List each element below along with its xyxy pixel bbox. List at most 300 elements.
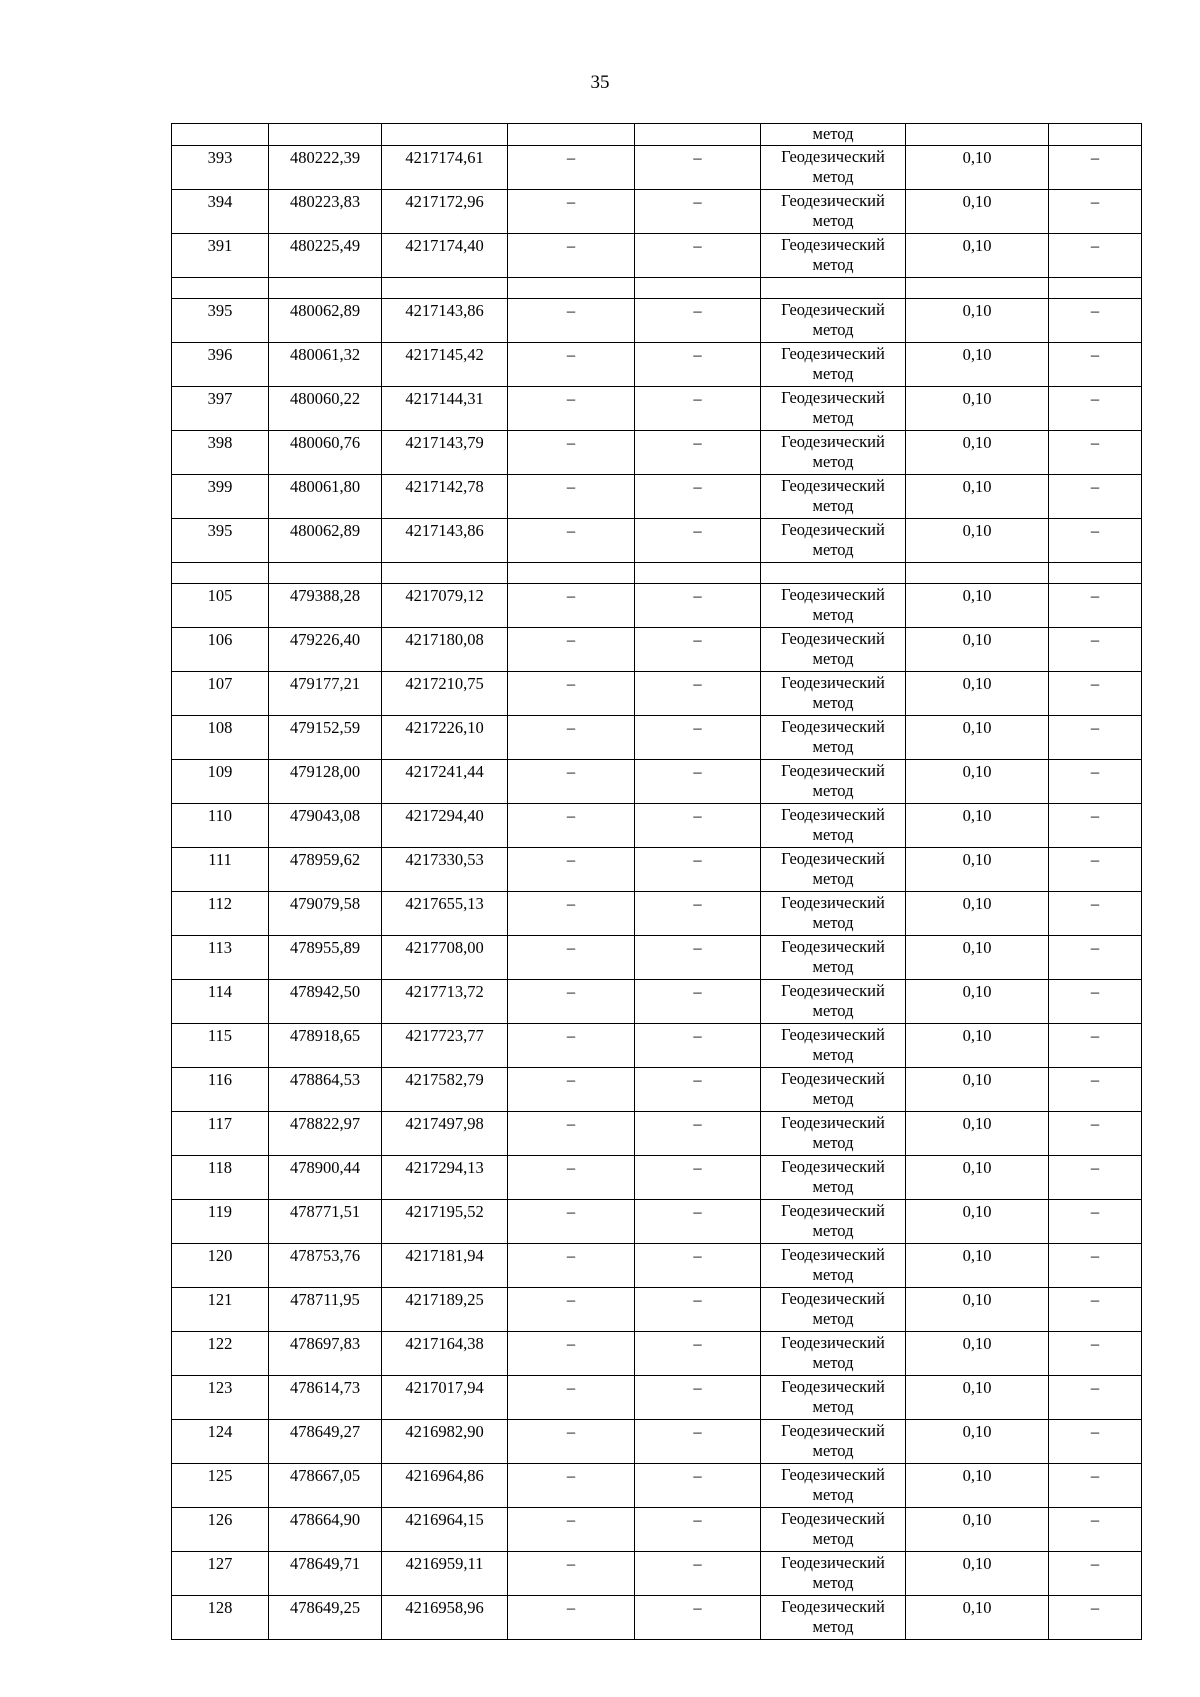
- method-cell: [761, 848, 906, 892]
- dash-cell: –: [508, 475, 635, 519]
- point-number-cell: 124: [172, 1420, 269, 1464]
- x-coordinate-cell: 478955,89: [269, 936, 382, 980]
- method-cell: [761, 1288, 906, 1332]
- dash-cell: –: [1049, 431, 1142, 475]
- point-number-cell: 112: [172, 892, 269, 936]
- dash-cell: –: [635, 1596, 761, 1640]
- empty-cell: [761, 278, 906, 299]
- method-cell: [761, 628, 906, 672]
- method-line-2: метод: [812, 649, 854, 668]
- point-number-cell: 398: [172, 431, 269, 475]
- accuracy-cell: 0,10: [906, 1332, 1049, 1376]
- method-cell: [761, 1024, 906, 1068]
- dash-cell: –: [635, 234, 761, 278]
- x-coordinate-cell: 478864,53: [269, 1068, 382, 1112]
- accuracy-cell: 0,10: [906, 1200, 1049, 1244]
- dash-cell: –: [508, 760, 635, 804]
- dash-cell: –: [1049, 1464, 1142, 1508]
- x-coordinate-cell: 480061,32: [269, 343, 382, 387]
- method-line-2: метод: [812, 364, 854, 383]
- point-number-cell: 118: [172, 1156, 269, 1200]
- method-cell: [761, 760, 906, 804]
- accuracy-cell: 0,10: [906, 190, 1049, 234]
- coordinates-table: [171, 123, 1142, 1640]
- dash-cell: –: [508, 1288, 635, 1332]
- y-coordinate-cell: 4217017,94: [382, 1376, 508, 1420]
- empty-cell: [1049, 563, 1142, 584]
- method-line-2: метод: [812, 1617, 854, 1636]
- dash-cell: –: [1049, 1376, 1142, 1420]
- table-row: [172, 1332, 1142, 1376]
- x-coordinate-cell: 479152,59: [269, 716, 382, 760]
- dash-cell: –: [635, 980, 761, 1024]
- dash-cell: –: [508, 1024, 635, 1068]
- dash-cell: –: [508, 1244, 635, 1288]
- dash-cell: –: [1049, 1552, 1142, 1596]
- method-cell: [761, 1332, 906, 1376]
- table-row: [172, 628, 1142, 672]
- method-line-1: Геодезический: [781, 191, 885, 210]
- x-coordinate-cell: 478822,97: [269, 1112, 382, 1156]
- y-coordinate-cell: 4217713,72: [382, 980, 508, 1024]
- dash-cell: –: [508, 936, 635, 980]
- separator-row: [172, 278, 1142, 299]
- method-line-2: метод: [812, 913, 854, 932]
- y-coordinate-cell: 4217241,44: [382, 760, 508, 804]
- y-coordinate-cell: 4217226,10: [382, 716, 508, 760]
- accuracy-cell: 0,10: [906, 431, 1049, 475]
- table-row: [172, 1200, 1142, 1244]
- dash-cell: –: [508, 1156, 635, 1200]
- accuracy-cell: 0,10: [906, 1552, 1049, 1596]
- method-cell: [761, 299, 906, 343]
- method-line-2: метод: [812, 1221, 854, 1240]
- method-line-2: метод: [812, 1177, 854, 1196]
- y-coordinate-cell: 4216982,90: [382, 1420, 508, 1464]
- point-number-cell: 399: [172, 475, 269, 519]
- table-row: [172, 1112, 1142, 1156]
- method-line-2: метод: [812, 1001, 854, 1020]
- dash-cell: –: [1049, 628, 1142, 672]
- accuracy-cell: 0,10: [906, 980, 1049, 1024]
- y-coordinate-cell: 4217142,78: [382, 475, 508, 519]
- table-row: [172, 387, 1142, 431]
- dash-cell: –: [1049, 672, 1142, 716]
- dash-cell: –: [508, 980, 635, 1024]
- dash-cell: –: [1049, 716, 1142, 760]
- method-line-2: метод: [812, 693, 854, 712]
- dash-cell: –: [508, 1068, 635, 1112]
- table-row: [172, 672, 1142, 716]
- method-line-1: Геодезический: [781, 1201, 885, 1220]
- table-row: [172, 892, 1142, 936]
- table-row: [172, 1464, 1142, 1508]
- table-row: [172, 936, 1142, 980]
- y-coordinate-cell: 4217210,75: [382, 672, 508, 716]
- empty-cell: [635, 563, 761, 584]
- accuracy-cell: 0,10: [906, 1068, 1049, 1112]
- method-cell: [761, 936, 906, 980]
- dash-cell: –: [508, 848, 635, 892]
- x-coordinate-cell: 480060,76: [269, 431, 382, 475]
- empty-cell: [906, 563, 1049, 584]
- point-number-cell: 105: [172, 584, 269, 628]
- method-line-2: метод: [812, 211, 854, 230]
- table-body: [172, 124, 1142, 1640]
- dash-cell: –: [1049, 234, 1142, 278]
- x-coordinate-cell: 480061,80: [269, 475, 382, 519]
- method-line-1: Геодезический: [781, 981, 885, 1000]
- y-coordinate-cell: 4217145,42: [382, 343, 508, 387]
- point-number-cell: 114: [172, 980, 269, 1024]
- dash-cell: –: [635, 1156, 761, 1200]
- dash-cell: –: [1049, 299, 1142, 343]
- method-line-1: Геодезический: [781, 1553, 885, 1572]
- empty-cell: [269, 278, 382, 299]
- separator-row: [172, 563, 1142, 584]
- table-cell: [1049, 124, 1142, 146]
- dash-cell: –: [1049, 1332, 1142, 1376]
- method-line-2: метод: [812, 957, 854, 976]
- y-coordinate-cell: 4217195,52: [382, 1200, 508, 1244]
- point-number-cell: 397: [172, 387, 269, 431]
- x-coordinate-cell: 478900,44: [269, 1156, 382, 1200]
- method-cell: [761, 1420, 906, 1464]
- x-coordinate-cell: 480222,39: [269, 146, 382, 190]
- point-number-cell: 116: [172, 1068, 269, 1112]
- y-coordinate-cell: 4217189,25: [382, 1288, 508, 1332]
- dash-cell: –: [1049, 892, 1142, 936]
- point-number-cell: 115: [172, 1024, 269, 1068]
- point-number-cell: 108: [172, 716, 269, 760]
- dash-cell: –: [1049, 1024, 1142, 1068]
- dash-cell: –: [1049, 848, 1142, 892]
- method-line-2: метод: [812, 781, 854, 800]
- dash-cell: –: [635, 343, 761, 387]
- empty-cell: [172, 563, 269, 584]
- dash-cell: –: [635, 584, 761, 628]
- dash-cell: –: [1049, 190, 1142, 234]
- dash-cell: –: [1049, 980, 1142, 1024]
- method-tail-cell: метод: [761, 124, 906, 146]
- method-line-2: метод: [812, 1573, 854, 1592]
- method-line-2: метод: [812, 540, 854, 559]
- method-line-1: Геодезический: [781, 937, 885, 956]
- y-coordinate-cell: 4217582,79: [382, 1068, 508, 1112]
- point-number-cell: 395: [172, 519, 269, 563]
- x-coordinate-cell: 478697,83: [269, 1332, 382, 1376]
- method-line-2: метод: [812, 605, 854, 624]
- dash-cell: –: [635, 1024, 761, 1068]
- accuracy-cell: 0,10: [906, 299, 1049, 343]
- y-coordinate-cell: 4217172,96: [382, 190, 508, 234]
- point-number-cell: 393: [172, 146, 269, 190]
- method-line-1: Геодезический: [781, 300, 885, 319]
- dash-cell: –: [635, 1420, 761, 1464]
- accuracy-cell: 0,10: [906, 936, 1049, 980]
- y-coordinate-cell: 4216964,86: [382, 1464, 508, 1508]
- dash-cell: –: [508, 343, 635, 387]
- table-cell: [382, 124, 508, 146]
- point-number-cell: 394: [172, 190, 269, 234]
- method-cell: [761, 475, 906, 519]
- method-line-2: метод: [812, 320, 854, 339]
- dash-cell: –: [508, 1508, 635, 1552]
- y-coordinate-cell: 4217181,94: [382, 1244, 508, 1288]
- empty-cell: [382, 278, 508, 299]
- accuracy-cell: 0,10: [906, 1024, 1049, 1068]
- method-line-2: метод: [812, 167, 854, 186]
- method-cell: [761, 387, 906, 431]
- dash-cell: –: [1049, 1508, 1142, 1552]
- dash-cell: –: [635, 1332, 761, 1376]
- table-row: [172, 1552, 1142, 1596]
- table-row: [172, 980, 1142, 1024]
- method-line-2: метод: [812, 1353, 854, 1372]
- method-line-1: Геодезический: [781, 1465, 885, 1484]
- y-coordinate-cell: 4217174,61: [382, 146, 508, 190]
- x-coordinate-cell: 480223,83: [269, 190, 382, 234]
- table-cell: [172, 124, 269, 146]
- dash-cell: –: [1049, 1288, 1142, 1332]
- accuracy-cell: 0,10: [906, 760, 1049, 804]
- method-line-2: метод: [812, 1045, 854, 1064]
- method-line-1: Геодезический: [781, 1333, 885, 1352]
- method-line-2: метод: [812, 1485, 854, 1504]
- method-line-1: Геодезический: [781, 344, 885, 363]
- method-line-1: Геодезический: [781, 1509, 885, 1528]
- accuracy-cell: 0,10: [906, 234, 1049, 278]
- y-coordinate-cell: 4217164,38: [382, 1332, 508, 1376]
- y-coordinate-cell: 4217294,40: [382, 804, 508, 848]
- method-line-1: Геодезический: [781, 1245, 885, 1264]
- y-coordinate-cell: 4217655,13: [382, 892, 508, 936]
- table-cell: [906, 124, 1049, 146]
- y-coordinate-cell: 4217294,13: [382, 1156, 508, 1200]
- method-line-1: Геодезический: [781, 235, 885, 254]
- dash-cell: –: [1049, 387, 1142, 431]
- dash-cell: –: [1049, 519, 1142, 563]
- point-number-cell: 106: [172, 628, 269, 672]
- y-coordinate-cell: 4217174,40: [382, 234, 508, 278]
- point-number-cell: 119: [172, 1200, 269, 1244]
- dash-cell: –: [508, 804, 635, 848]
- method-line-1: Геодезический: [781, 1377, 885, 1396]
- x-coordinate-cell: 478614,73: [269, 1376, 382, 1420]
- method-line-1: Геодезический: [781, 1421, 885, 1440]
- method-line-2: метод: [812, 869, 854, 888]
- dash-cell: –: [508, 1596, 635, 1640]
- y-coordinate-cell: 4217144,31: [382, 387, 508, 431]
- x-coordinate-cell: 479043,08: [269, 804, 382, 848]
- point-number-cell: 107: [172, 672, 269, 716]
- point-number-cell: 391: [172, 234, 269, 278]
- dash-cell: –: [635, 1112, 761, 1156]
- empty-cell: [906, 278, 1049, 299]
- accuracy-cell: 0,10: [906, 1596, 1049, 1640]
- table-row: [172, 146, 1142, 190]
- method-line-1: Геодезический: [781, 388, 885, 407]
- accuracy-cell: 0,10: [906, 1112, 1049, 1156]
- y-coordinate-cell: 4217079,12: [382, 584, 508, 628]
- dash-cell: –: [508, 431, 635, 475]
- method-cell: [761, 431, 906, 475]
- accuracy-cell: 0,10: [906, 1420, 1049, 1464]
- table-row: [172, 1508, 1142, 1552]
- dash-cell: –: [1049, 343, 1142, 387]
- dash-cell: –: [635, 892, 761, 936]
- point-number-cell: 109: [172, 760, 269, 804]
- dash-cell: –: [1049, 1200, 1142, 1244]
- dash-cell: –: [635, 628, 761, 672]
- y-coordinate-cell: 4217723,77: [382, 1024, 508, 1068]
- dash-cell: –: [508, 190, 635, 234]
- x-coordinate-cell: 479226,40: [269, 628, 382, 672]
- continued-header-row: [172, 124, 1142, 146]
- dash-cell: –: [508, 387, 635, 431]
- method-cell: [761, 1156, 906, 1200]
- table-row: [172, 1068, 1142, 1112]
- dash-cell: –: [635, 190, 761, 234]
- dash-cell: –: [1049, 475, 1142, 519]
- accuracy-cell: 0,10: [906, 343, 1049, 387]
- y-coordinate-cell: 4216958,96: [382, 1596, 508, 1640]
- table-row: [172, 1288, 1142, 1332]
- dash-cell: –: [1049, 1156, 1142, 1200]
- method-line-1: Геодезический: [781, 432, 885, 451]
- dash-cell: –: [635, 936, 761, 980]
- method-line-2: метод: [812, 452, 854, 471]
- x-coordinate-cell: 479079,58: [269, 892, 382, 936]
- point-number-cell: 110: [172, 804, 269, 848]
- y-coordinate-cell: 4216959,11: [382, 1552, 508, 1596]
- empty-cell: [508, 563, 635, 584]
- page-number: 35: [590, 72, 610, 93]
- empty-cell: [635, 278, 761, 299]
- method-line-2: метод: [812, 1265, 854, 1284]
- dash-cell: –: [508, 1464, 635, 1508]
- method-cell: [761, 980, 906, 1024]
- method-cell: [761, 234, 906, 278]
- x-coordinate-cell: 478918,65: [269, 1024, 382, 1068]
- dash-cell: –: [635, 475, 761, 519]
- dash-cell: –: [635, 1376, 761, 1420]
- y-coordinate-cell: 4217143,86: [382, 299, 508, 343]
- dash-cell: –: [508, 584, 635, 628]
- x-coordinate-cell: 478711,95: [269, 1288, 382, 1332]
- y-coordinate-cell: 4216964,15: [382, 1508, 508, 1552]
- point-number-cell: 126: [172, 1508, 269, 1552]
- empty-cell: [172, 278, 269, 299]
- method-line-1: Геодезический: [781, 476, 885, 495]
- table-row: [172, 1376, 1142, 1420]
- point-number-cell: 128: [172, 1596, 269, 1640]
- empty-cell: [761, 563, 906, 584]
- empty-cell: [269, 563, 382, 584]
- dash-cell: –: [508, 628, 635, 672]
- point-number-cell: 122: [172, 1332, 269, 1376]
- method-line-2: метод: [812, 255, 854, 274]
- method-line-2: метод: [812, 1309, 854, 1328]
- table-row: [172, 519, 1142, 563]
- table-row: [172, 716, 1142, 760]
- accuracy-cell: 0,10: [906, 716, 1049, 760]
- method-line-1: Геодезический: [781, 1025, 885, 1044]
- empty-cell: [508, 278, 635, 299]
- dash-cell: –: [508, 1112, 635, 1156]
- method-line-2: метод: [812, 1441, 854, 1460]
- dash-cell: –: [508, 1332, 635, 1376]
- point-number-cell: 121: [172, 1288, 269, 1332]
- x-coordinate-cell: 478667,05: [269, 1464, 382, 1508]
- table-row: [172, 299, 1142, 343]
- dash-cell: –: [635, 387, 761, 431]
- method-line-1: Геодезический: [781, 1157, 885, 1176]
- x-coordinate-cell: 478753,76: [269, 1244, 382, 1288]
- point-number-cell: 113: [172, 936, 269, 980]
- x-coordinate-cell: 479388,28: [269, 584, 382, 628]
- method-cell: [761, 1112, 906, 1156]
- table-row: [172, 1244, 1142, 1288]
- table-row: [172, 848, 1142, 892]
- dash-cell: –: [1049, 936, 1142, 980]
- method-line-2: метод: [812, 408, 854, 427]
- method-line-1: Геодезический: [781, 629, 885, 648]
- method-line-1: Геодезический: [781, 805, 885, 824]
- point-number-cell: 396: [172, 343, 269, 387]
- dash-cell: –: [508, 299, 635, 343]
- method-cell: [761, 519, 906, 563]
- method-cell: [761, 716, 906, 760]
- dash-cell: –: [635, 760, 761, 804]
- accuracy-cell: 0,10: [906, 672, 1049, 716]
- x-coordinate-cell: 480062,89: [269, 519, 382, 563]
- point-number-cell: 395: [172, 299, 269, 343]
- method-cell: [761, 343, 906, 387]
- y-coordinate-cell: 4217143,79: [382, 431, 508, 475]
- x-coordinate-cell: 478649,71: [269, 1552, 382, 1596]
- method-line-2: метод: [812, 1089, 854, 1108]
- method-cell: [761, 804, 906, 848]
- method-cell: [761, 1508, 906, 1552]
- table-row: [172, 1420, 1142, 1464]
- accuracy-cell: 0,10: [906, 892, 1049, 936]
- dash-cell: –: [635, 1288, 761, 1332]
- dash-cell: –: [1049, 1112, 1142, 1156]
- method-cell: [761, 584, 906, 628]
- table-row: [172, 234, 1142, 278]
- x-coordinate-cell: 478942,50: [269, 980, 382, 1024]
- dash-cell: –: [508, 146, 635, 190]
- method-line-2: метод: [812, 1397, 854, 1416]
- table-row: [172, 343, 1142, 387]
- x-coordinate-cell: 478649,25: [269, 1596, 382, 1640]
- y-coordinate-cell: 4217708,00: [382, 936, 508, 980]
- dash-cell: –: [635, 672, 761, 716]
- dash-cell: –: [508, 1200, 635, 1244]
- dash-cell: –: [508, 1420, 635, 1464]
- accuracy-cell: 0,10: [906, 1376, 1049, 1420]
- method-cell: [761, 1068, 906, 1112]
- table-row: [172, 190, 1142, 234]
- method-line-1: Геодезический: [781, 849, 885, 868]
- dash-cell: –: [635, 146, 761, 190]
- dash-cell: –: [635, 1200, 761, 1244]
- method-line-1: Геодезический: [781, 1113, 885, 1132]
- dash-cell: –: [635, 1244, 761, 1288]
- accuracy-cell: 0,10: [906, 628, 1049, 672]
- dash-cell: –: [508, 716, 635, 760]
